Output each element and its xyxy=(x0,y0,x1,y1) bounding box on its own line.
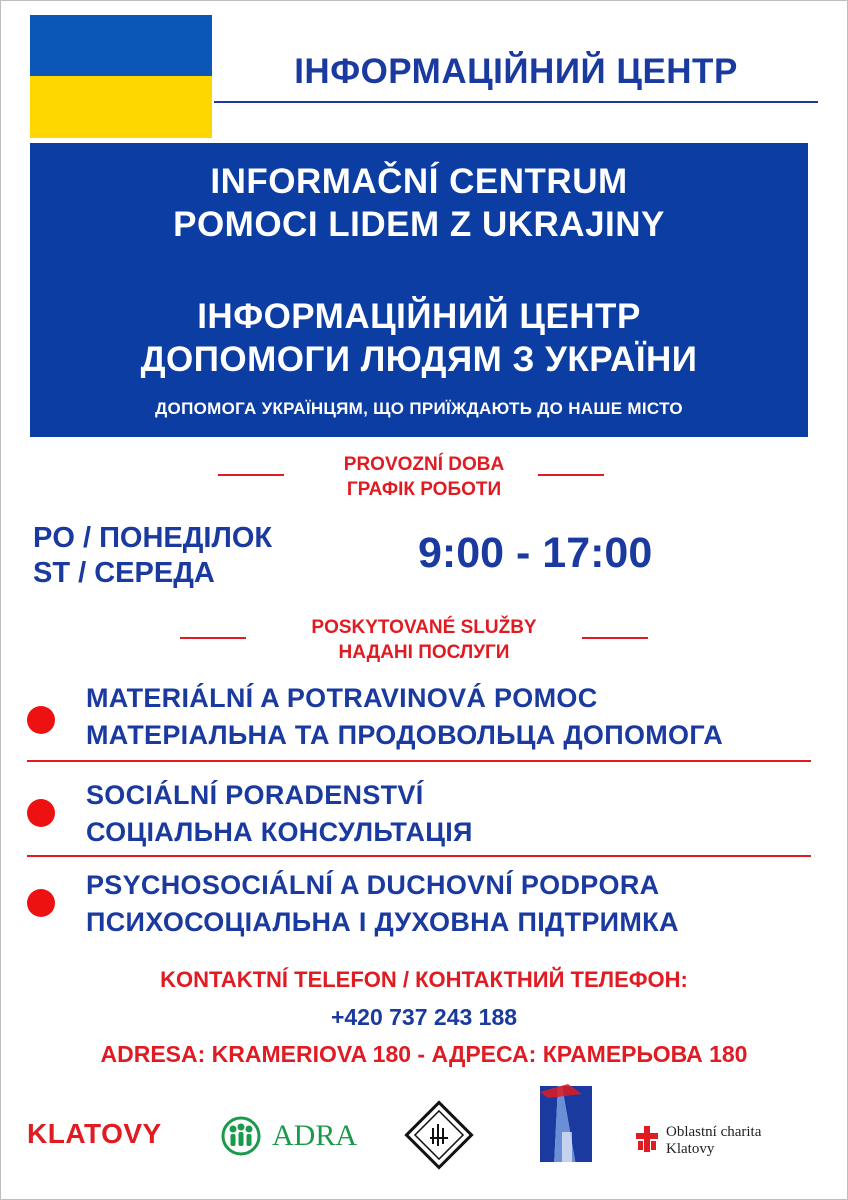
service-cz: PSYCHOSOCIÁLNÍ A DUCHOVNÍ PODPORA xyxy=(86,870,660,900)
ledovec-logo xyxy=(538,1082,594,1179)
services-heading-ua: НАДАНІ ПОСЛУГИ xyxy=(338,642,510,663)
header-underline xyxy=(214,101,818,103)
address: ADRESA: KRAMERIOVA 180 - АДРЕСА: КРАМЕРЬОВА 180 xyxy=(100,1041,748,1067)
banner-ua-line1: ІНФОРМАЦІЙНИЙ ЦЕНТР xyxy=(197,297,641,336)
banner-ua-line2: ДОПОМОГИ ЛЮДЯМ З УКРАЇНИ xyxy=(140,340,698,379)
service-ua: СОЦІАЛЬНА КОНСУЛЬТАЦІЯ xyxy=(86,817,473,847)
charita-logo-text xyxy=(666,1124,761,1158)
opening-days xyxy=(33,521,272,591)
service-ua: ПСИХОСОЦІАЛЬНА І ДУХОВНА ПІДТРИМКА xyxy=(86,907,679,937)
service-divider xyxy=(27,855,811,857)
services-heading xyxy=(0,615,848,665)
charita-cross-icon xyxy=(634,1124,660,1154)
header-title: ІНФОРМАЦІЙНИЙ ЦЕНТР xyxy=(294,52,738,91)
adra-people-icon xyxy=(214,1116,268,1156)
heading-dash-left xyxy=(180,637,246,639)
phone-label: KONTAKTNÍ TELEFON / КОНТАКТНИЙ ТЕЛЕФОН: xyxy=(160,967,688,992)
clovek-v-tisni-diamond-icon xyxy=(402,1098,476,1172)
service-text xyxy=(86,680,723,754)
charita-line2: Klatovy xyxy=(666,1141,715,1157)
services-heading-cz: POSKYTOVANÉ SLUŽBY xyxy=(311,617,537,638)
service-divider xyxy=(27,760,811,762)
hours-heading-cz: PROVOZNÍ DOBA xyxy=(343,454,505,475)
bullet-dot xyxy=(27,706,55,734)
service-ua: МАТЕРІАЛЬНА ТА ПРОДОВОЛЬЦА ДОПОМОГА xyxy=(86,720,724,750)
banner-cz-line1: INFORMAČNÍ CENTRUM xyxy=(210,162,628,201)
banner-ua-title xyxy=(30,295,808,381)
ukraine-flag xyxy=(30,15,212,138)
hours-heading-ua: ГРАФІК РОБОТИ xyxy=(346,479,502,500)
klatovy-logo-text: KLATOVY xyxy=(27,1118,162,1149)
clovek-v-tisni-logo xyxy=(402,1098,476,1177)
adra-logo xyxy=(214,1116,357,1156)
service-text xyxy=(86,867,679,941)
opening-time: 9:00 - 17:00 xyxy=(418,529,653,577)
bullet-dot xyxy=(27,799,55,827)
day-wednesday: ST / СЕРЕДА xyxy=(33,557,215,589)
ledovec-mark-icon xyxy=(538,1082,594,1174)
phone-number[interactable]: +420 737 243 188 xyxy=(330,1004,518,1030)
heading-dash-left xyxy=(218,474,284,476)
klatovy-logo xyxy=(27,1118,162,1150)
bullet-dot xyxy=(27,889,55,917)
heading-dash-right xyxy=(538,474,604,476)
service-cz: SOCIÁLNÍ PORADENSTVÍ xyxy=(86,780,424,810)
title-banner xyxy=(30,143,808,437)
charita-line1: Oblastní charita xyxy=(666,1124,762,1140)
adra-logo-text: ADRA xyxy=(272,1119,358,1152)
hours-heading xyxy=(0,452,848,502)
heading-dash-right xyxy=(582,637,648,639)
service-text xyxy=(86,777,473,851)
day-monday: PO / ПОНЕДІЛОК xyxy=(33,522,273,554)
banner-cz-title xyxy=(30,160,808,246)
banner-cz-line2: POMOCI LIDEM Z UKRAJINY xyxy=(173,205,665,244)
banner-subtitle: ДОПОМОГА УКРАЇНЦЯМ, ЩО ПРИЇЖДАЮТЬ ДО НАШЕ МІСТО xyxy=(155,399,683,418)
service-cz: MATERIÁLNÍ A POTRAVINOVÁ POMOC xyxy=(86,683,598,713)
charita-logo xyxy=(634,1124,761,1158)
